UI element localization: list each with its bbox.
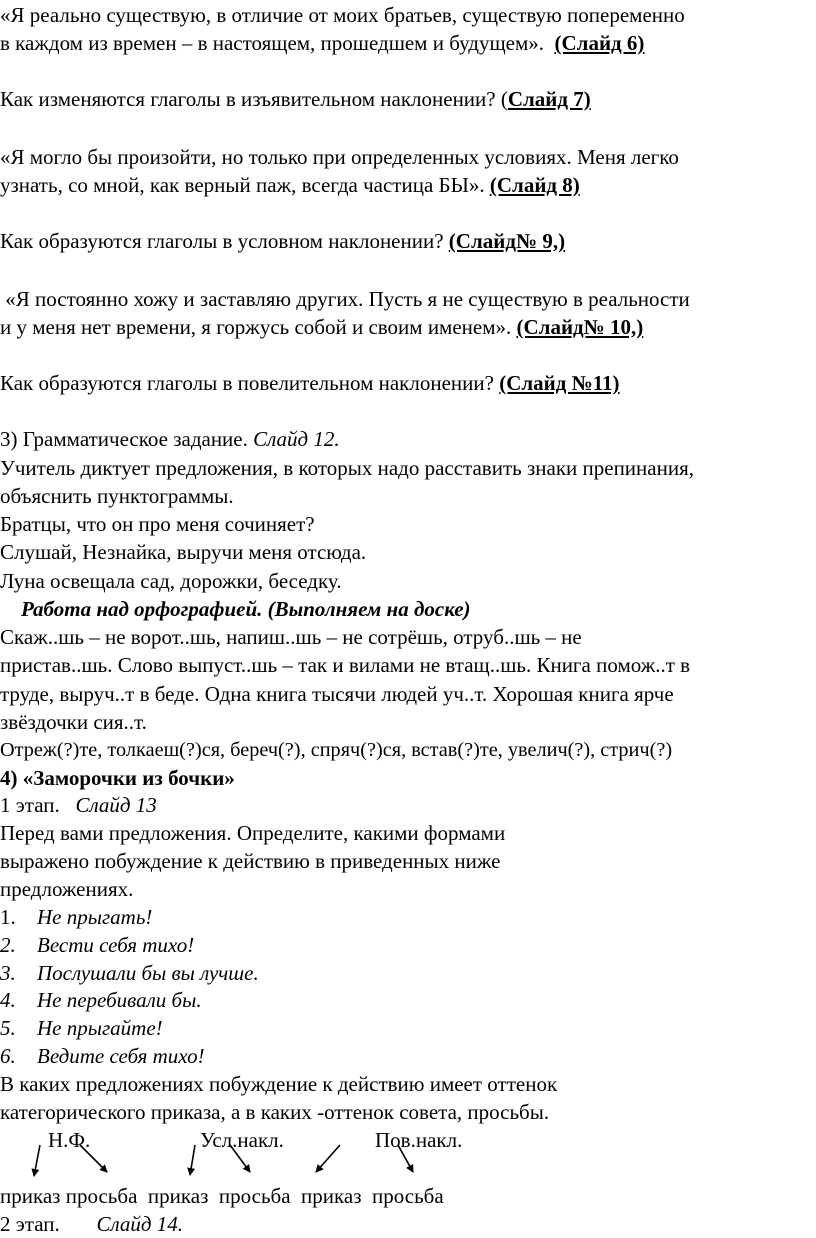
list-item (0, 987, 202, 1013)
arrow-usl-prikaz (190, 1145, 195, 1175)
para2-line1: «Я могло бы произойти, но только при определенных условиях. Меня легко (0, 145, 679, 169)
question-imperative (0, 370, 620, 396)
slide-8-ref: (Слайд 8) (489, 173, 580, 197)
question-imperative-text: Как образуются глаголы в повелительном наклонении? (0, 371, 494, 395)
para3-line2 (0, 314, 643, 340)
question-conditional (0, 228, 565, 254)
grammar-line2: объяснить пунктограммы. (0, 484, 234, 508)
list-number: 4. (0, 988, 16, 1012)
grammar-heading-text: 3) Грамматическое задание. (0, 427, 248, 451)
arrow-nf-prosba (80, 1145, 107, 1172)
task-question-line2: категорического приказа, а в каких -оттенок совета, просьбы. (0, 1100, 550, 1124)
slide-11-ref: (Слайд №11) (499, 371, 620, 395)
slide-7-ref: Слайд 7) (507, 87, 591, 111)
list-text: Не прыгать! (37, 905, 153, 929)
arrow-pov-prosba (398, 1145, 413, 1172)
grammar-line1: Учитель диктует предложения, в которых надо расставить знаки препинания, (0, 456, 694, 480)
stage1-label: 1 этап. (0, 793, 60, 817)
ortho-line4: звёздочки сия..т. (0, 710, 147, 734)
slide-6-ref: (Слайд 6) (554, 31, 645, 55)
slide-9-ref: (Слайд№ 9,) (448, 229, 566, 253)
list-text: Не прыгайте! (37, 1016, 163, 1040)
grammar-sentence-3: Луна освещала сад, дорожки, беседку. (0, 569, 342, 593)
para2-line2 (0, 172, 580, 198)
list-number: 2. (0, 933, 16, 957)
list-item (0, 932, 194, 958)
question-indicative-text: Как изменяются глаголы в изъявительном наклонении? ( (0, 87, 508, 111)
para1-line2 (0, 30, 644, 56)
ortho-line2: пристав..шь. Слово выпуст..шь – так и вилами не втащ..шь. Книга помож..т в (0, 653, 691, 677)
ortho-line1: Скаж..шь – не ворот..шь, напиш..шь – не сотрёшь, отруб..шь – не (0, 625, 582, 649)
stage2-label: 2 этап. (0, 1212, 60, 1236)
intro-line3: предложениях. (0, 877, 134, 901)
intro-line2: выражено побуждение к действию в приведенных ниже (0, 849, 501, 873)
ortho-line5: Отреж(?)те, толкаеш(?)ся, береч(?), спряч(?)ся, встав(?)те, увелич(?), стрич(?) (0, 739, 673, 761)
list-text: Послушали бы вы лучше. (37, 961, 259, 985)
grammar-sentence-1: Братцы, что он про меня сочиняет? (0, 512, 315, 536)
list-number: 6. (0, 1044, 16, 1068)
slide-14-ref: Слайд 14. (96, 1212, 184, 1236)
para1-line1: «Я реально существую, в отличие от моих братьев, существую попеременно (0, 3, 685, 27)
para1-text: в каждом из времен – в настоящем, прошедшем и будущем». (0, 31, 544, 55)
arrows-diagram (0, 1140, 816, 1188)
list-text: Не перебивали бы. (37, 988, 202, 1012)
list-item (0, 1043, 205, 1069)
answer-row: приказ просьба приказ просьба приказ просьба (0, 1184, 444, 1208)
label-usl-nakl: Усл.накл. (200, 1128, 284, 1152)
arrow-nf-prikaz (34, 1145, 40, 1176)
question-indicative (0, 86, 591, 112)
grammar-heading (0, 426, 340, 452)
list-text: Вести себя тихо! (37, 933, 195, 957)
ortho-line3: труде, выруч..т в беде. Одна книга тысячи людей уч..т. Хорошая книга ярче (0, 682, 674, 706)
para3-text: и у меня нет времени, я горжусь собой и своим именем». (0, 315, 512, 339)
slide-13-ref: Слайд 13 (75, 793, 157, 817)
list-item (0, 904, 152, 930)
arrow-pov-prikaz (316, 1145, 340, 1172)
task-question-line1: В каких предложениях побуждение к действию имеет оттенок (0, 1072, 558, 1096)
grammar-sentence-2: Слушай, Незнайка, выручи меня отсюда. (0, 540, 367, 564)
label-pov-nakl: Пов.накл. (375, 1128, 463, 1152)
section4-heading: 4) «Заморочки из бочки» (0, 766, 235, 790)
list-number: 1. (0, 905, 16, 929)
list-item (0, 960, 259, 986)
intro-line1: Перед вами предложения. Определите, какими формами (0, 821, 506, 845)
stage1 (0, 792, 157, 818)
slide-12-ref: Слайд 12. (253, 427, 340, 451)
stage2 (0, 1211, 183, 1237)
orthography-heading: Работа над орфографией. (Выполняем на доске) (21, 597, 471, 621)
label-nf: Н.Ф. (48, 1128, 91, 1152)
list-number: 3. (0, 961, 16, 985)
arrow-usl-prosba (230, 1145, 250, 1172)
list-item (0, 1015, 163, 1041)
slide-10-ref: (Слайд№ 10,) (516, 315, 644, 339)
para3-line1: «Я постоянно хожу и заставляю других. Пусть я не существую в реальности (0, 287, 690, 311)
list-number: 5. (0, 1016, 16, 1040)
question-conditional-text: Как образуются глаголы в условном наклонении? (0, 229, 444, 253)
para2-text: узнать, со мной, как верный паж, всегда частица БЫ». (0, 173, 485, 197)
list-text: Ведите себя тихо! (37, 1044, 205, 1068)
